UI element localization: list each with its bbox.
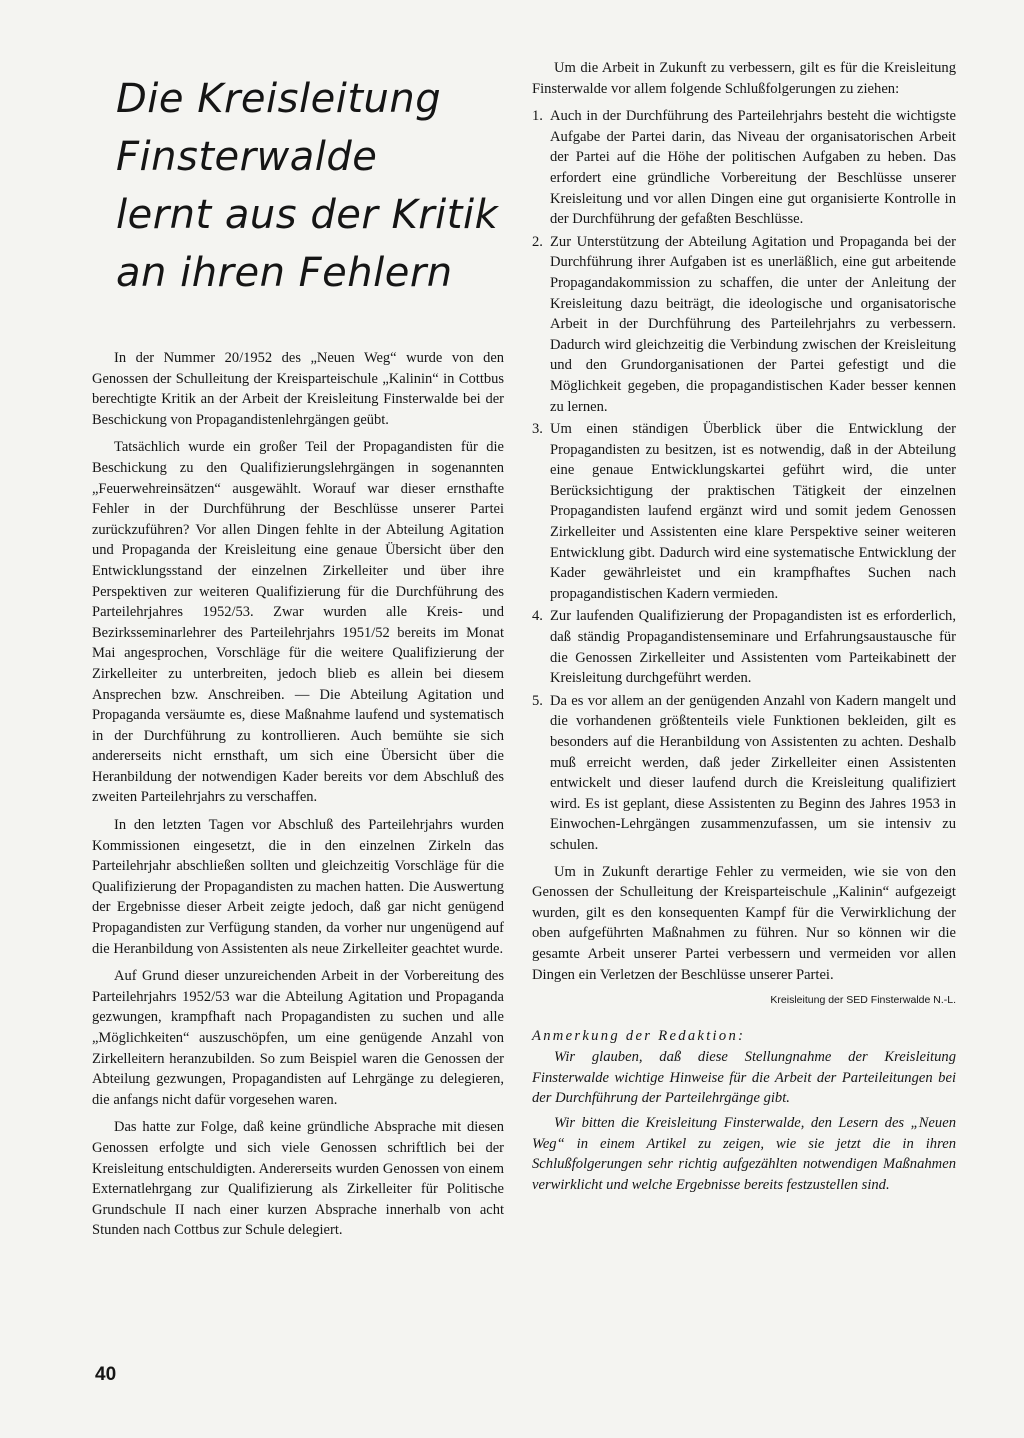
signature: Kreisleitung der SED Finsterwalde N.-L. [770,994,956,1007]
conclusions-list [532,106,956,855]
page-number: 40 [95,1364,117,1385]
list-item-number: 1. [532,108,543,125]
editor-note-heading: Anmerkung der Redaktion: [532,1028,746,1045]
list-item [532,419,956,604]
paragraph: Das hatte zur Folge, daß keine gründliche Absprache mit diesen Genossen erfolgte und sich viele Genossen schriftlich bei der Kreisleitung entschuldigten. Andererseits wurden Genossen von einem Externatlehrgang zur Qualifizierung als Zirkelleiter für Politische Grundschule II nach einer kurzen Absprache innerhalb von acht Stunden nach Cottbus zur Schule delegiert. [92,1119,504,1239]
paragraph: Tatsächlich wurde ein großer Teil der Propagandisten für die Beschickung zu den Qualifizierungslehrgängen in sogenannten „Feuerwehreinsätzen“ ausgewählt. Worauf war dieser ernsthafte Fehler in der Durchführung der Beschlüsse unserer Partei zurückzuführen? Vor allen Dingen fehlte in der Abteilung Agitation und Propaganda der Kreisleitung eine genaue Übersicht über den Entwicklungsstand der einzelnen Zirkelleiter und über ihre Perspektiven zur weiteren Qualifizierung für die Durchführung des Parteilehrjahres 1952/53. Zwar wurden alle Kreis- und Bezirksseminarlehrer des Parteilehrjahrs 1951/52 bereits im Monat Mai angesprochen, Vorschläge für die weitere Qualifizierung der Zirkelleiter zu unterbreiten, jedoch blieb es allein bei diesem Ansprechen bzw. Anschreiben. — Die Abteilung Agitation und Propaganda versäumte es, diese Maßnahme laufend und systematisch in der Durchführung zu kontrollieren. Auch bemühte sie sich andererseits nicht ernsthaft, um sich eine Übersicht über die Heranbildung der notwendigen Kader bereits vor dem Abschluß des zweiten Parteilehrjahrs zu verschaffen. [92,439,504,806]
paragraph: In der Nummer 20/1952 des „Neuen Weg“ wurde von den Genossen der Schulleitung der Kreisparteischule „Kalinin“ in Cottbus berechtigte Kritik an der Arbeit der Kreisleitung Finsterwalde bei der Beschickung von Propagandistenlehrgängen geübt. [92,350,504,428]
title-line-2: Finsterwalde [116,134,378,180]
paragraph: In den letzten Tagen vor Abschluß des Parteilehrjahrs wurden Kommissionen eingesetzt, die in den einzelnen Zirkeln das Parteilehrjahr abschließen sollten und gleichzeitig Vorschläge für die Qualifizierung der Propagandisten zu machen hatten. Die Auswertung der Ergebnisse dieser Arbeit zeigte jedoch, daß gar nicht genügend Propagandisten zur Verfügung standen, da vorher nur ungenügend auf die Heranbildung von Assistenten als neue Zirkelleiter geachtet wurde. [92,817,504,957]
editor-note-paragraph: Wir glauben, daß diese Stellungnahme der Kreisleitung Finsterwalde wichtige Hinweise für die Arbeit der Parteileitungen bei der Durchführung der Parteilehrgänge gibt. [532,1049,956,1107]
closing-paragraph: Um in Zukunft derartige Fehler zu vermeiden, wie sie von den Genossen der Schulleitung der Kreisparteischule „Kalinin“ aufgezeigt wurden, gilt es den konsequenten Kampf für die Verwirklichung der oben aufgeführten Maßnahmen zu führen. Nur so können wir die gesamte Arbeit unserer Partei verbessern und vermeiden vor allen Dingen ein Verletzen der Beschlüsse unserer Partei. [532,863,956,983]
list-item-number: 5. [532,692,543,709]
list-item-text: Zur laufenden Qualifizierung der Propagandisten ist es erforderlich, daß ständig Propagandistenseminare und Erfahrungsaustausche für die Genossen Zirkelleiter und Assistenten vom Parteikabinett der Kreisleitung durchgeführt werden. [550,608,956,687]
list-item-number: 3. [532,421,543,438]
left-column [92,58,504,1248]
list-item-text: Zur Unterstützung der Abteilung Agitation und Propaganda bei der Durchführung ihrer Aufgaben ist es unerläßlich, eine gut arbeitende Propagandakommission zu schaffen, die unter der Anleitung der Kreisleitung dazu beiträgt, die ideologische und organisatorische Arbeit in der Durchführung des Parteilehrjahrs zu verbessern. Dadurch wird gleichzeitig die Verbindung zwischen der Kreisleitung und den Grundorganisationen der Partei gefestigt und die Möglichkeit gegeben, die propagandistischen Kader besser kennen zu lernen. [550,233,956,415]
title-line-3: lernt aus der Kritik [116,192,499,238]
title-line-1: Die Kreisleitung [116,76,442,122]
list-item-text: Da es vor allem an der genügenden Anzahl von Kadern mangelt und die vorhandenen größtenteils viele Funktionen bekleiden, gilt es besonders auf die Heranbildung von Assistenten zu achten. Deshalb muß erreicht werden, daß jeder Zirkelleiter einen Assistenten entwickelt und dieser laufend durch die Kreisleitung qualifiziert wird. Es ist geplant, diese Assistenten zu Beginn des Jahres 1953 in Einwochen-Lehrgängen zusammenzufassen, um sie intensiv zu schulen. [550,692,956,853]
list-item [532,106,956,230]
list-item [532,691,956,856]
editor-note-paragraph: Wir bitten die Kreisleitung Finsterwalde, den Lesern des „Neuen Weg“ in einem Artikel zu zeigen, wie sie jetzt die in ihren Schlußfolgerungen sehr richtig aufgezählten notwendigen Maßnahmen verwirklicht und welche Ergebnisse bereits festzustellen sind. [532,1114,956,1193]
intro-paragraph: Um die Arbeit in Zukunft zu verbessern, gilt es für die Kreisleitung Finsterwalde vor allem folgende Schlußfolgerungen zu ziehen: [532,60,956,97]
right-column [532,58,956,1199]
list-item [532,232,956,417]
list-item-number: 2. [532,233,543,250]
left-body [92,348,504,1241]
list-item-text: Um einen ständigen Überblick über die Entwicklung der Propagandisten zu besitzen, ist es notwendig, daß in der Abteilung eine genaue Entwicklungskartei geführt wird, die unter Berücksichtigung der praktischen Tätigkeit der einzelnen Propagandisten laufend ergänzt wird und somit jedem Genossen Zirkelleiter und Assistenten eine klare Perspektive seiner weiteren Entwicklung gibt. Dadurch wird eine systematische Entwicklung der Kader gewährleistet und ein krampfhaftes Suchen nach propagandistischen Kadern vermieden. [550,421,956,602]
title-line-4: an ihren Fehlern [116,250,453,296]
list-item-text: Auch in der Durchführung des Parteilehrjahrs besteht die wichtigste Aufgabe der Partei darin, das Niveau der organisatorischen Arbeit der Partei auf die Höhe der politischen Aufgaben zu heben. Das erfordert eine gründliche Vorbereitung der Beschlüsse unserer Kreisleitung und vor allen Dingen eine gut organisierte Kontrolle in der Durchführung der gefaßten Beschlüsse. [550,108,956,228]
article-title [116,70,504,302]
list-item-number: 4. [532,608,543,625]
paragraph: Auf Grund dieser unzureichenden Arbeit in der Vorbereitung des Parteilehrjahrs 1952/53 war die Abteilung Agitation und Propaganda gezwungen, krampfhaft nach Propagandisten zu suchen und alle „Möglichkeiten“ auszuschöpfen, um eine genügende Anzahl von Zirkelleitern heranzubilden. So zum Beispiel waren die Genossen der Abteilung gezwungen, Propagandisten auf Lehrgänge zu delegieren, die anfangs nicht dafür vorgesehen waren. [92,968,504,1108]
list-item [532,606,956,688]
